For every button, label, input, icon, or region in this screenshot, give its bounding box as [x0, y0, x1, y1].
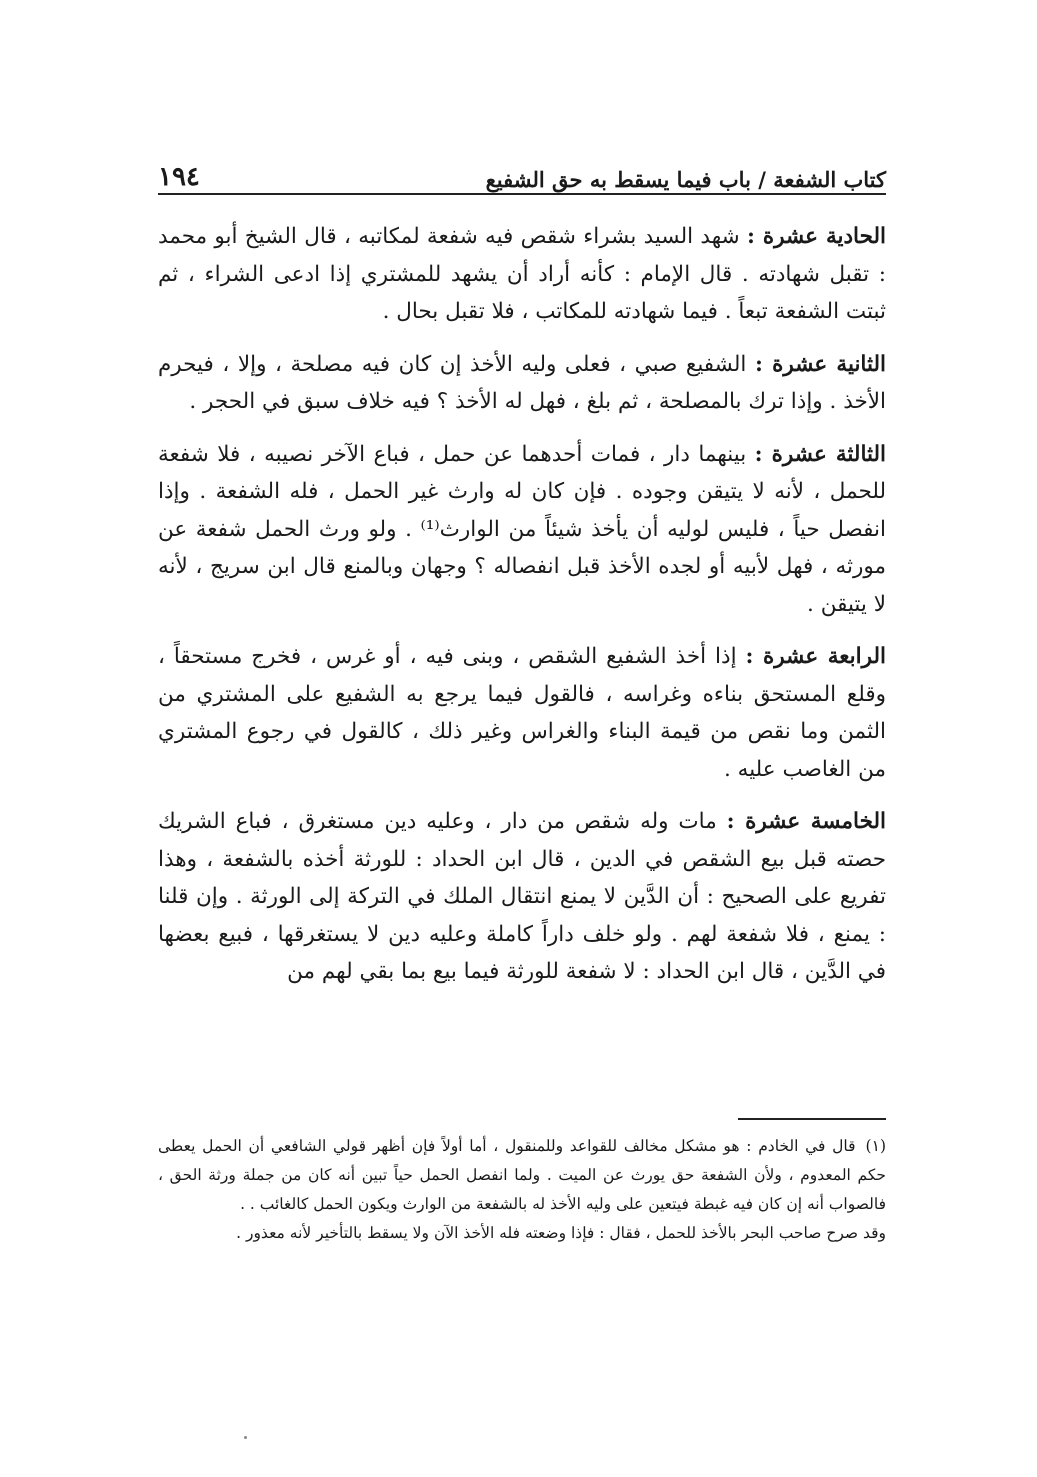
footnote-rule [738, 1118, 886, 1120]
footnote-number: (١) [865, 1137, 886, 1155]
paragraph-lead: الرابعة عشرة : [745, 644, 886, 669]
paragraph-twelfth [158, 346, 886, 421]
paragraph-text: إذا أخذ الشفيع الشقص ، وبنى فيه ، أو غرس ، فخرج مستحقاً ، وقلع المستحق بناءه وغراسه ، فالقول فيما يرجع به الشفيع على المشتري من الثمن وما نقص من قيمة البناء والغراس وغير ذلك ، كالقول في رجوع المشتري من الغاصب عليه . [158, 644, 886, 782]
paragraph-eleventh [158, 218, 886, 331]
header-rule [158, 193, 886, 195]
paragraph-text: الشفيع صبي ، فعلى وليه الأخذ إن كان فيه مصلحة ، وإلا ، فيحرم الأخذ . وإذا ترك بالمصلحة ، ثم بلغ ، فهل له الأخذ ؟ فيه خلاف سبق في الحجر . [158, 351, 886, 414]
body-text [158, 218, 886, 1006]
page-number: ١٩٤ [158, 162, 200, 192]
scan-speck [244, 1436, 247, 1439]
page-header [158, 150, 886, 190]
paragraph-text: شهد السيد بشراء شقص فيه شفعة لمكاتبه ، قال الشيخ أبو محمد : تقبل شهادته . قال الإمام : كأنه أراد أن يشهد للمشتري إذا ادعى الشراء ، ثم ثبتت الشفعة تبعاً . فيما شهادته للمكاتب ، فلا تقبل بحال . [158, 224, 886, 324]
paragraph-fourteenth [158, 638, 886, 788]
paragraph-lead: الثالثة عشرة : [754, 441, 887, 467]
paragraph-lead: الخامسة عشرة : [726, 809, 886, 834]
footnote-text: وقد صرح صاحب البحر بالأخذ للحمل ، فقال : فإذا وضعته فله الأخذ الآن ولا يسقط بالتأخير لأنه معذور . [236, 1224, 886, 1242]
paragraph-text: بينهما دار ، فمات أحدهما عن حمل ، فباع الآخر نصيبه ، فلا شفعة للحمل ، لأنه لا يتيقن وجوده . فإن كان له وارث غير الحمل ، فله الشفعة . وإذا انفصل حياً ، فليس لوليه أن يأخذ شيئاً من الوارث⁽¹⁾ . ولو ورث الحمل شفعة عن مورثه ، فهل لأبيه أو لجده الأخذ قبل انفصاله ؟ وجهان وبالمنع قال ابن سريج ، لأنه لا يتيقن . [158, 441, 886, 617]
paragraph-lead: الحادية عشرة : [746, 224, 886, 249]
running-title: كتاب الشفعة / باب فيما يسقط به حق الشفيع [485, 167, 886, 192]
paragraph-fifteenth [158, 803, 886, 991]
paragraph-thirteenth [158, 436, 886, 624]
footnote-continuation [158, 1219, 886, 1248]
footnotes [158, 1132, 886, 1248]
paragraph-lead: الثانية عشرة : [754, 351, 886, 377]
footnote-text: قال في الخادم : هو مشكل مخالف للقواعد وللمنقول ، أما أولاً فإن أظهر قولي الشافعي أن الحمل يعطى حكم المعدوم ، ولأن الشفعة حق يورث عن الميت . ولما انفصل الحمل حياً تبين أنه كان من جملة ورثة الحق ، فالصواب أنه إن كان فيه غبطة فيتعين على وليه الأخذ له بالشفعة من الوارث ويكون الحمل كالغائب . . [158, 1137, 886, 1213]
footnote-item [158, 1132, 886, 1219]
paragraph-text: مات وله شقص من دار ، وعليه دين مستغرق ، فباع الشريك حصته قبل بيع الشقص في الدين ، قال ابن الحداد : للورثة أخذه بالشفعة ، وهذا تفريع على الصحيح : أن الدَّين لا يمنع انتقال الملك في التركة إلى الورثة . وإن قلنا : يمنع ، فلا شفعة لهم . ولو خلف داراً كاملة وعليه دين لا يستغرقها ، فبيع بعضها في الدَّين ، قال ابن الحداد : لا شفعة للورثة فيما بيع بما بقي لهم من [158, 809, 886, 984]
